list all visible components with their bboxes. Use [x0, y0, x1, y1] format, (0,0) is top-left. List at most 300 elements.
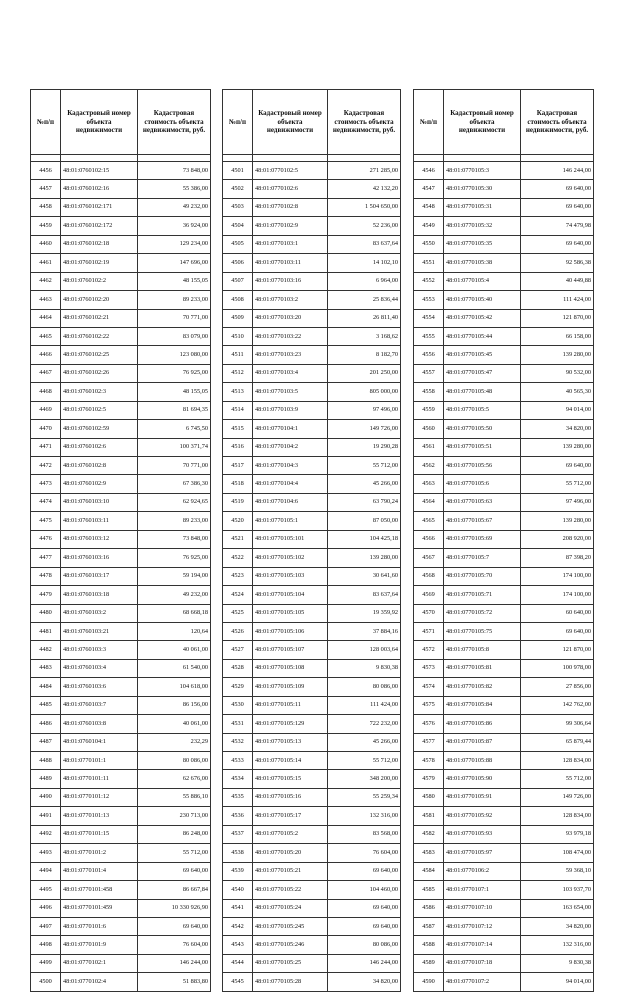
cadastral-value: 6 964,00 — [328, 272, 401, 290]
cadastral-number: 48:01:0770105:72 — [444, 604, 521, 622]
cadastral-number: 48:01:0760102:8 — [61, 457, 138, 475]
cadastral-value: 76 925,00 — [138, 364, 211, 382]
cadastral-value: 26 811,40 — [328, 309, 401, 327]
row-number: 4473 — [31, 475, 61, 493]
cadastral-value: 36 924,00 — [138, 217, 211, 235]
cadastral-value: 123 080,00 — [138, 346, 211, 364]
row-number: 4469 — [31, 401, 61, 419]
cadastral-number: 48:01:0770105:88 — [444, 752, 521, 770]
cadastral-number: 48:01:0770102:6 — [253, 180, 328, 198]
row-number: 4580 — [414, 788, 444, 806]
cadastral-value: 49 232,00 — [138, 586, 211, 604]
row-number: 4486 — [31, 715, 61, 733]
cadastral-number: 48:01:0770104:3 — [253, 457, 328, 475]
row-number: 4587 — [414, 917, 444, 935]
cadastral-number: 48:01:0770107:2 — [444, 973, 521, 991]
cadastral-number: 48:01:0760103:11 — [61, 512, 138, 530]
row-number: 4575 — [414, 696, 444, 714]
table-row — [31, 291, 211, 309]
row-number: 4583 — [414, 844, 444, 862]
cadastral-value: 70 771,00 — [138, 309, 211, 327]
table-row — [414, 254, 594, 272]
cadastral-number: 48:01:0770105:3 — [444, 162, 521, 180]
cadastral-number: 48:01:0760103:21 — [61, 622, 138, 640]
cadastral-number: 48:01:0760103:4 — [61, 659, 138, 677]
row-number: 4549 — [414, 217, 444, 235]
table-row — [414, 530, 594, 548]
row-number: 4582 — [414, 825, 444, 843]
cadastral-value: 62 676,00 — [138, 770, 211, 788]
cadastral-value: 132 316,00 — [328, 807, 401, 825]
table-row — [223, 844, 401, 862]
row-number: 4508 — [223, 291, 253, 309]
cadastral-number: 48:01:0770102:1 — [61, 954, 138, 972]
table-row — [31, 899, 211, 917]
row-number: 4548 — [414, 198, 444, 216]
cadastral-value: 722 232,00 — [328, 715, 401, 733]
cadastral-number: 48:01:0770107:10 — [444, 899, 521, 917]
table-row — [223, 438, 401, 456]
row-number: 4571 — [414, 622, 444, 640]
table-row — [223, 954, 401, 972]
cadastral-number: 48:01:0760102:59 — [61, 420, 138, 438]
table-row — [414, 217, 594, 235]
cadastral-value: 146 244,00 — [521, 162, 594, 180]
cadastral-value: 67 386,30 — [138, 475, 211, 493]
cadastral-value: 14 102,10 — [328, 254, 401, 272]
row-number: 4563 — [414, 475, 444, 493]
cadastral-number: 48:01:0770105:1 — [253, 512, 328, 530]
cadastral-number: 48:01:0770105:104 — [253, 586, 328, 604]
row-number: 4458 — [31, 198, 61, 216]
cadastral-number: 48:01:0770105:92 — [444, 807, 521, 825]
cadastral-number: 48:01:0770105:6 — [444, 475, 521, 493]
cadastral-value: 103 937,70 — [521, 881, 594, 899]
row-number: 4494 — [31, 862, 61, 880]
table-row — [31, 493, 211, 511]
cadastral-number: 48:01:0770105:107 — [253, 641, 328, 659]
cadastral-value: 90 532,00 — [521, 364, 594, 382]
row-number: 4524 — [223, 586, 253, 604]
row-number: 4538 — [223, 844, 253, 862]
cadastral-value: 99 306,64 — [521, 715, 594, 733]
table-row — [31, 622, 211, 640]
cadastral-value: 174 100,00 — [521, 567, 594, 585]
cadastral-number: 48:01:0770105:56 — [444, 457, 521, 475]
cadastral-number: 48:01:0770105:20 — [253, 844, 328, 862]
cadastral-number: 48:01:0770103:2 — [253, 291, 328, 309]
row-number: 4487 — [31, 733, 61, 751]
table-row — [414, 309, 594, 327]
row-number: 4477 — [31, 549, 61, 567]
cadastral-value: 94 014,00 — [521, 401, 594, 419]
cadastral-value: 19 359,92 — [328, 604, 401, 622]
cadastral-number: 48:01:0770105:32 — [444, 217, 521, 235]
row-number: 4501 — [223, 162, 253, 180]
table-body — [414, 162, 594, 992]
cadastral-value: 87 398,20 — [521, 549, 594, 567]
row-number: 4459 — [31, 217, 61, 235]
table-row — [414, 659, 594, 677]
row-number: 4546 — [414, 162, 444, 180]
cadastral-value: 80 086,00 — [328, 936, 401, 954]
row-number: 4523 — [223, 567, 253, 585]
cadastral-value: 63 790,24 — [328, 493, 401, 511]
cadastral-number: 48:01:0770101:9 — [61, 936, 138, 954]
header-gap — [31, 155, 211, 162]
table-row — [31, 254, 211, 272]
cadastral-value: 73 848,00 — [138, 162, 211, 180]
cadastral-value: 69 640,00 — [138, 862, 211, 880]
row-number: 4485 — [31, 696, 61, 714]
cadastral-value: 40 449,88 — [521, 272, 594, 290]
cadastral-value: 40 565,30 — [521, 383, 594, 401]
cadastral-value: 55 712,00 — [328, 457, 401, 475]
table-row — [414, 678, 594, 696]
row-number: 4492 — [31, 825, 61, 843]
cadastral-number: 48:01:0760102:171 — [61, 198, 138, 216]
cadastral-value: 9 830,38 — [521, 954, 594, 972]
row-number: 4511 — [223, 346, 253, 364]
row-number: 4586 — [414, 899, 444, 917]
cadastral-number: 48:01:0770105:103 — [253, 567, 328, 585]
row-number: 4474 — [31, 493, 61, 511]
row-number: 4578 — [414, 752, 444, 770]
row-number: 4534 — [223, 770, 253, 788]
cadastral-value: 55 712,00 — [521, 475, 594, 493]
table-row — [31, 604, 211, 622]
cadastral-value: 83 568,00 — [328, 825, 401, 843]
cadastral-number: 48:01:0770105:42 — [444, 309, 521, 327]
cadastral-number: 48:01:0770105:97 — [444, 844, 521, 862]
row-number: 4588 — [414, 936, 444, 954]
table-row — [31, 678, 211, 696]
cadastral-number: 48:01:0770103:5 — [253, 383, 328, 401]
table-row — [223, 604, 401, 622]
table-row — [414, 862, 594, 880]
table-row — [223, 254, 401, 272]
table-row — [414, 493, 594, 511]
cadastral-number: 48:01:0770105:48 — [444, 383, 521, 401]
row-number: 4482 — [31, 641, 61, 659]
table-row — [414, 752, 594, 770]
cadastral-value: 66 158,00 — [521, 327, 594, 345]
cadastral-number: 48:01:0760102:21 — [61, 309, 138, 327]
row-number: 4488 — [31, 752, 61, 770]
table-row — [223, 549, 401, 567]
table-header-row — [31, 90, 211, 155]
row-number: 4509 — [223, 309, 253, 327]
table-row — [223, 217, 401, 235]
table-row — [414, 475, 594, 493]
table-row — [223, 420, 401, 438]
row-number: 4496 — [31, 899, 61, 917]
row-number: 4572 — [414, 641, 444, 659]
cadastral-value: 129 234,00 — [138, 235, 211, 253]
cadastral-number: 48:01:0760102:16 — [61, 180, 138, 198]
cadastral-number: 48:01:0770105:102 — [253, 549, 328, 567]
cadastral-value: 9 830,38 — [328, 659, 401, 677]
row-number: 4533 — [223, 752, 253, 770]
cadastral-value: 174 100,00 — [521, 586, 594, 604]
table-row — [31, 309, 211, 327]
cadastral-number: 48:01:0770105:93 — [444, 825, 521, 843]
table-row — [414, 973, 594, 991]
cadastral-number: 48:01:0770103:20 — [253, 309, 328, 327]
table-row — [31, 272, 211, 290]
cadastral-value: 37 884,16 — [328, 622, 401, 640]
table-row — [414, 917, 594, 935]
table-row — [414, 807, 594, 825]
cadastral-number: 48:01:0770105:31 — [444, 198, 521, 216]
table-row — [414, 272, 594, 290]
table-row — [223, 180, 401, 198]
table-row — [223, 807, 401, 825]
table-row — [414, 162, 594, 180]
table-row — [31, 733, 211, 751]
row-number: 4576 — [414, 715, 444, 733]
row-number: 4472 — [31, 457, 61, 475]
cadastral-value: 69 640,00 — [328, 917, 401, 935]
row-number: 4528 — [223, 659, 253, 677]
header-num: №п/п — [31, 90, 61, 155]
cadastral-number: 48:01:0770101:11 — [61, 770, 138, 788]
row-number: 4543 — [223, 936, 253, 954]
cadastral-number: 48:01:0760103:6 — [61, 678, 138, 696]
cadastral-value: 121 870,00 — [521, 641, 594, 659]
cadastral-number: 48:01:0770105:81 — [444, 659, 521, 677]
table-row — [31, 807, 211, 825]
row-number: 4525 — [223, 604, 253, 622]
row-number: 4498 — [31, 936, 61, 954]
cadastral-number: 48:01:0760102:18 — [61, 235, 138, 253]
row-number: 4552 — [414, 272, 444, 290]
cadastral-number: 48:01:0770105:45 — [444, 346, 521, 364]
cadastral-value: 348 200,00 — [328, 770, 401, 788]
table-row — [414, 420, 594, 438]
cadastral-value: 27 856,00 — [521, 678, 594, 696]
row-number: 4470 — [31, 420, 61, 438]
row-number: 4565 — [414, 512, 444, 530]
row-number: 4460 — [31, 235, 61, 253]
table-row — [414, 383, 594, 401]
row-number: 4461 — [31, 254, 61, 272]
cadastral-number: 48:01:0770105:90 — [444, 770, 521, 788]
header-num: №п/п — [414, 90, 444, 155]
cadastral-number: 48:01:0770102:8 — [253, 198, 328, 216]
cadastral-value: 1 504 650,00 — [328, 198, 401, 216]
cadastral-number: 48:01:0770101:2 — [61, 844, 138, 862]
row-number: 4537 — [223, 825, 253, 843]
table-row — [414, 696, 594, 714]
header-gap — [414, 155, 594, 162]
cadastral-number: 48:01:0770101:13 — [61, 807, 138, 825]
cadastral-number: 48:01:0770105:17 — [253, 807, 328, 825]
cadastral-value: 83 637,64 — [328, 235, 401, 253]
cadastral-value: 59 194,00 — [138, 567, 211, 585]
cadastral-number: 48:01:0770101:12 — [61, 788, 138, 806]
cadastral-value: 40 061,00 — [138, 715, 211, 733]
table-row — [414, 788, 594, 806]
cadastral-number: 48:01:0770105:70 — [444, 567, 521, 585]
cadastral-number: 48:01:0770101:458 — [61, 881, 138, 899]
row-number: 4550 — [414, 235, 444, 253]
row-number: 4514 — [223, 401, 253, 419]
cadastral-value: 69 640,00 — [138, 917, 211, 935]
table-row — [31, 973, 211, 991]
cadastral-value: 81 694,35 — [138, 401, 211, 419]
row-number: 4542 — [223, 917, 253, 935]
cadastral-number: 48:01:0770105:101 — [253, 530, 328, 548]
cadastral-number: 48:01:0760103:18 — [61, 586, 138, 604]
table-row — [223, 586, 401, 604]
table-row — [223, 512, 401, 530]
table-row — [31, 457, 211, 475]
table-row — [31, 438, 211, 456]
cadastral-value: 68 668,18 — [138, 604, 211, 622]
cadastral-value: 805 000,00 — [328, 383, 401, 401]
table-row — [31, 936, 211, 954]
row-number: 4569 — [414, 586, 444, 604]
table-row — [414, 936, 594, 954]
table-row — [223, 936, 401, 954]
cadastral-value: 69 640,00 — [521, 622, 594, 640]
table-header-row — [414, 90, 594, 155]
cadastral-number: 48:01:0770102:5 — [253, 162, 328, 180]
table-row — [31, 364, 211, 382]
cadastral-value: 34 820,00 — [328, 973, 401, 991]
row-number: 4564 — [414, 493, 444, 511]
row-number: 4566 — [414, 530, 444, 548]
cadastral-value: 55 386,00 — [138, 180, 211, 198]
cadastral-value: 76 925,00 — [138, 549, 211, 567]
row-number: 4515 — [223, 420, 253, 438]
cadastral-table-2 — [222, 89, 401, 992]
row-number: 4464 — [31, 309, 61, 327]
cadastral-number: 48:01:0770105:71 — [444, 586, 521, 604]
cadastral-value: 10 330 926,90 — [138, 899, 211, 917]
row-number: 4490 — [31, 788, 61, 806]
table-row — [414, 954, 594, 972]
cadastral-number: 48:01:0770105:15 — [253, 770, 328, 788]
cadastral-value: 34 820,00 — [521, 917, 594, 935]
cadastral-number: 48:01:0770103:4 — [253, 364, 328, 382]
header-value: Кадастровая стоимость объекта недвижимости, руб. — [328, 90, 401, 155]
cadastral-value: 139 280,00 — [521, 438, 594, 456]
cadastral-number: 48:01:0760103:7 — [61, 696, 138, 714]
table-row — [223, 291, 401, 309]
row-number: 4497 — [31, 917, 61, 935]
table-row — [31, 715, 211, 733]
cadastral-value: 73 848,00 — [138, 530, 211, 548]
cadastral-value: 19 290,28 — [328, 438, 401, 456]
cadastral-value: 108 474,00 — [521, 844, 594, 862]
table-row — [414, 770, 594, 788]
row-number: 4480 — [31, 604, 61, 622]
cadastral-value: 149 726,00 — [521, 788, 594, 806]
row-number: 4465 — [31, 327, 61, 345]
table-row — [31, 512, 211, 530]
cadastral-number: 48:01:0760102:20 — [61, 291, 138, 309]
cadastral-number: 48:01:0770101:6 — [61, 917, 138, 935]
cadastral-value: 201 250,00 — [328, 364, 401, 382]
cadastral-number: 48:01:0760102:15 — [61, 162, 138, 180]
row-number: 4493 — [31, 844, 61, 862]
table-row — [31, 235, 211, 253]
cadastral-value: 104 425,18 — [328, 530, 401, 548]
row-number: 4532 — [223, 733, 253, 751]
cadastral-table-1 — [30, 89, 211, 992]
cadastral-number: 48:01:0770107:12 — [444, 917, 521, 935]
cadastral-value: 86 248,00 — [138, 825, 211, 843]
row-number: 4547 — [414, 180, 444, 198]
cadastral-number: 48:01:0770105:86 — [444, 715, 521, 733]
cadastral-number: 48:01:0770105:105 — [253, 604, 328, 622]
cadastral-value: 40 061,00 — [138, 641, 211, 659]
table-row — [223, 825, 401, 843]
cadastral-value: 230 713,00 — [138, 807, 211, 825]
cadastral-value: 232,29 — [138, 733, 211, 751]
cadastral-number: 48:01:0760102:9 — [61, 475, 138, 493]
table-row — [31, 198, 211, 216]
cadastral-value: 139 280,00 — [328, 549, 401, 567]
row-number: 4466 — [31, 346, 61, 364]
cadastral-value: 111 424,00 — [521, 291, 594, 309]
table-row — [223, 641, 401, 659]
table-row — [414, 346, 594, 364]
row-number: 4484 — [31, 678, 61, 696]
table-row — [31, 917, 211, 935]
cadastral-number: 48:01:0760102:26 — [61, 364, 138, 382]
table-row — [223, 788, 401, 806]
cadastral-value: 146 244,00 — [138, 954, 211, 972]
cadastral-value: 55 712,00 — [138, 844, 211, 862]
table-row — [31, 346, 211, 364]
row-number: 4581 — [414, 807, 444, 825]
cadastral-value: 69 640,00 — [521, 198, 594, 216]
cadastral-number: 48:01:0770101:459 — [61, 899, 138, 917]
row-number: 4516 — [223, 438, 253, 456]
table-row — [223, 715, 401, 733]
cadastral-value: 100 371,74 — [138, 438, 211, 456]
cadastral-value: 69 640,00 — [521, 235, 594, 253]
cadastral-number: 48:01:0770105:11 — [253, 696, 328, 714]
cadastral-number: 48:01:0760103:3 — [61, 641, 138, 659]
cadastral-value: 61 540,00 — [138, 659, 211, 677]
row-number: 4468 — [31, 383, 61, 401]
cadastral-value: 146 244,00 — [328, 954, 401, 972]
cadastral-value: 55 712,00 — [328, 752, 401, 770]
row-number: 4507 — [223, 272, 253, 290]
cadastral-number: 48:01:0770105:30 — [444, 180, 521, 198]
row-number: 4510 — [223, 327, 253, 345]
cadastral-value: 149 726,00 — [328, 420, 401, 438]
table-row — [31, 327, 211, 345]
row-number: 4527 — [223, 641, 253, 659]
table-row — [31, 752, 211, 770]
cadastral-number: 48:01:0770105:35 — [444, 235, 521, 253]
cadastral-number: 48:01:0770105:13 — [253, 733, 328, 751]
row-number: 4489 — [31, 770, 61, 788]
cadastral-number: 48:01:0770105:22 — [253, 881, 328, 899]
cadastral-number: 48:01:0770101:1 — [61, 752, 138, 770]
table-row — [414, 512, 594, 530]
cadastral-value: 92 586,38 — [521, 254, 594, 272]
cadastral-value: 97 496,00 — [328, 401, 401, 419]
header-value: Кадастровая стоимость объекта недвижимости, руб. — [521, 90, 594, 155]
row-number: 4545 — [223, 973, 253, 991]
row-number: 4462 — [31, 272, 61, 290]
